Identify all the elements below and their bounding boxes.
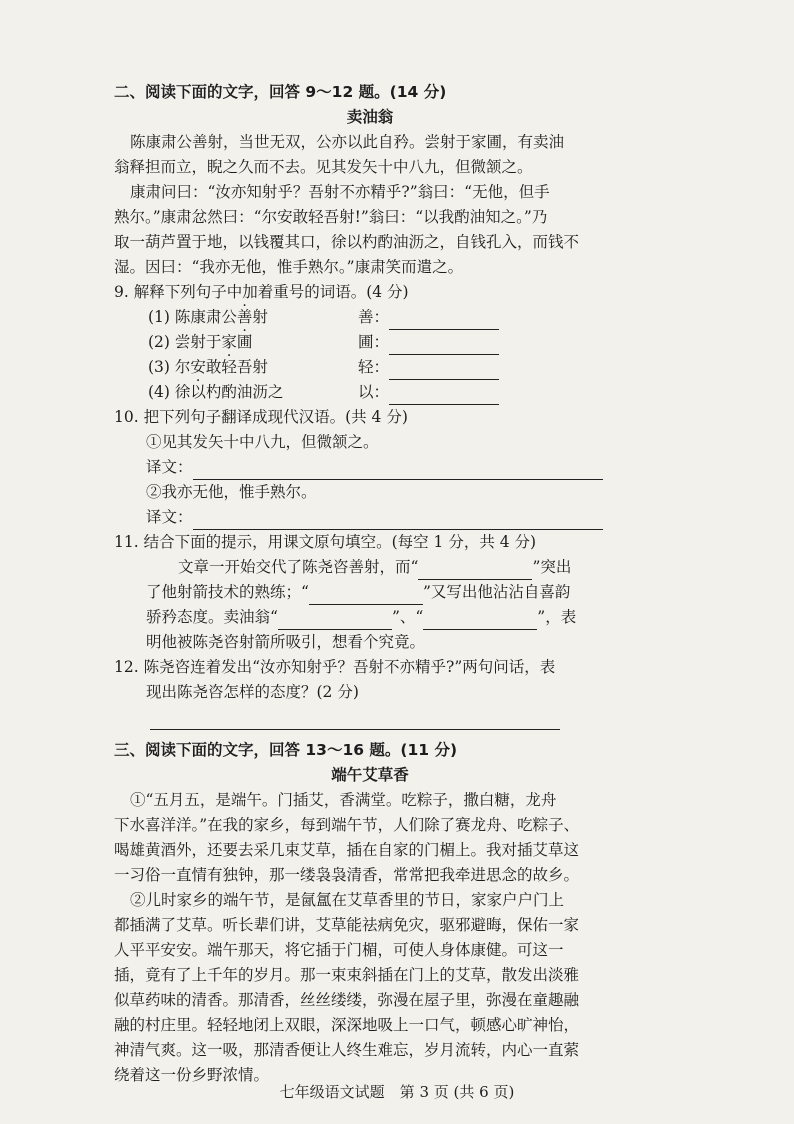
q9-item (114, 355, 626, 380)
page-footer: 七年级语文试题 第 3 页 (共 6 页) (279, 1083, 515, 1101)
answer-blank[interactable] (423, 611, 537, 630)
answer-blank[interactable] (150, 711, 560, 730)
passage-line: 一习俗一直情有独钟，那一缕袅袅清香，常常把我牵进思念的故乡。 (114, 866, 580, 884)
passage-duanwu (114, 788, 626, 1088)
passage-line: 都插满了艾草。听长辈们讲，艾草能祛病免灾，驱邪避晦，保佑一家 (114, 916, 580, 934)
question-9-stem: 9. 解释下列句子中加着重号的词语。(4 分) (114, 283, 409, 301)
answer-blank[interactable] (193, 461, 603, 480)
question-12-stem: 12. 陈尧咨连着发出“汝亦知射乎？吾射不亦精乎?”两句问话，表 (114, 658, 556, 676)
emphasis-char: 以 (190, 383, 206, 401)
answer-blank[interactable] (389, 386, 499, 405)
translation-label: 译文： (146, 458, 193, 476)
passage-line: 绕着这一份乡野浓情。 (114, 1066, 270, 1084)
passage-title: 端午艾草香 (331, 766, 409, 784)
answer-blank[interactable] (278, 611, 392, 630)
q9-item-text: 吾射 (236, 358, 268, 376)
passage-line: 陈康肃公善射，当世无双，公亦以此自矜。尝射于家圃，有卖油 (130, 133, 565, 151)
q11-text: ”、“ (391, 608, 424, 626)
q9-item (114, 305, 626, 330)
q9-item-text: 射 (252, 308, 268, 326)
q9-answer-label: 以： (358, 383, 390, 401)
passage-line: 下水喜洋洋。”在我的家乡，每到端午节，人们除了赛龙舟、吃粽子、 (114, 816, 580, 834)
answer-blank[interactable] (309, 586, 423, 605)
q10-translation-row (114, 505, 626, 530)
q9-answer-label: 圃： (358, 333, 390, 351)
section2-heading: 二、阅读下面的文字，回答 9～12 题。(14 分) (114, 83, 447, 101)
q11-line (114, 580, 626, 605)
passage-line: ①“五月五，是端午。门插艾，香满堂。吃粽子，撒白糖，龙舟 (130, 791, 557, 809)
q9-answer-label: 善： (358, 308, 390, 326)
passage-line: 似草药味的清香。那清香，丝丝缕缕，弥漫在屋子里，弥漫在童趣融 (114, 991, 580, 1009)
q11-line (114, 555, 626, 580)
passage-line: 融的村庄里。轻轻地闭上双眼，深深地吸上一口气，顿感心旷神怡， (114, 1016, 580, 1034)
answer-blank[interactable] (389, 311, 499, 330)
passage-line: 人平平安安。端午那天，将它插于门楣，可使人身体康健。可这一 (114, 941, 564, 959)
emphasis-char: 善 (236, 308, 253, 326)
question-12-stem: 现出陈尧咨怎样的态度？(2 分) (146, 683, 359, 701)
q9-answer-label: 轻： (358, 358, 390, 376)
passage-line: ②儿时家乡的端午节，是氤氲在艾草香里的节日，家家户户门上 (130, 891, 565, 909)
q9-item-text: (2) 尝射于家 (148, 333, 237, 351)
passage-line: 康肃问曰：“汝亦知射乎？吾射不亦精乎?”翁曰：“无他，但手 (130, 183, 550, 201)
passage-line: 喝雄黄酒外，还要去采几束艾草，插在自家的门楣上。我对插艾草这 (114, 841, 580, 859)
passage-title: 卖油翁 (346, 108, 394, 126)
emphasis-char: 轻 (221, 358, 237, 376)
q11-line (114, 605, 626, 630)
q11-line: 明他被陈尧咨射箭所吸引，想看个究竟。 (146, 633, 426, 651)
passage-line: 翁释担而立，睨之久而不去。见其发矢十中八九，但微颔之。 (114, 158, 533, 176)
translation-label: 译文： (146, 508, 193, 526)
question-11-stem: 11. 结合下面的提示，用课文原句填空。(每空 1 分，共 4 分) (114, 533, 537, 551)
q9-item-text: (1) 陈康肃公 (148, 308, 237, 326)
q11-text: 了他射箭技术的熟练；“ (146, 583, 309, 601)
q10-sentence-2: ②我亦无他，惟手熟尔。 (146, 483, 317, 501)
answer-blank[interactable] (389, 361, 499, 380)
section3-heading: 三、阅读下面的文字，回答 13～16 题。(11 分) (114, 741, 458, 759)
q11-text: 骄矜态度。卖油翁“ (146, 608, 278, 626)
question-10-stem: 10. 把下列句子翻译成现代汉语。(共 4 分) (114, 408, 408, 426)
page-content (114, 80, 626, 1088)
passage-line: 取一葫芦置于地，以钱覆其口，徐以杓酌油沥之，自钱孔入，而钱不 (114, 233, 580, 251)
q10-translation-row (114, 455, 626, 480)
passage-maiyouweng (114, 130, 626, 280)
answer-blank[interactable] (193, 511, 603, 530)
passage-line: 湿。因曰：“我亦无他，惟手熟尔。”康肃笑而遣之。 (114, 258, 464, 276)
q11-text: 文章一开始交代了陈尧咨善射，而“ (178, 558, 419, 576)
q10-sentence-1: ①见其发矢十中八九，但微颔之。 (146, 433, 379, 451)
q9-item-text: 杓酌油沥之 (205, 383, 284, 401)
q11-text: ”突出 (532, 558, 572, 576)
q12-answer-row (114, 705, 626, 730)
answer-blank[interactable] (418, 561, 532, 580)
q9-item-text: (3) 尔安敢 (148, 358, 222, 376)
passage-line: 熟尔。”康肃忿然曰：“尔安敢轻吾射!”翁曰：“以我酌油知之。”乃 (114, 208, 548, 226)
passage-line: 插，竟有了上千年的岁月。那一束束斜插在门上的艾草，散发出淡雅 (114, 966, 580, 984)
q11-text: ”，表 (537, 608, 577, 626)
q9-item (114, 380, 626, 405)
emphasis-char: 圃 (236, 333, 253, 351)
q9-item (114, 330, 626, 355)
answer-blank[interactable] (389, 336, 499, 355)
q11-text: ”又写出他沾沾自喜韵 (422, 583, 571, 601)
passage-line: 神清气爽。这一吸，那清香便让人终生难忘，岁月流转，内心一直萦 (114, 1041, 580, 1059)
q9-item-text: (4) 徐 (148, 383, 191, 401)
